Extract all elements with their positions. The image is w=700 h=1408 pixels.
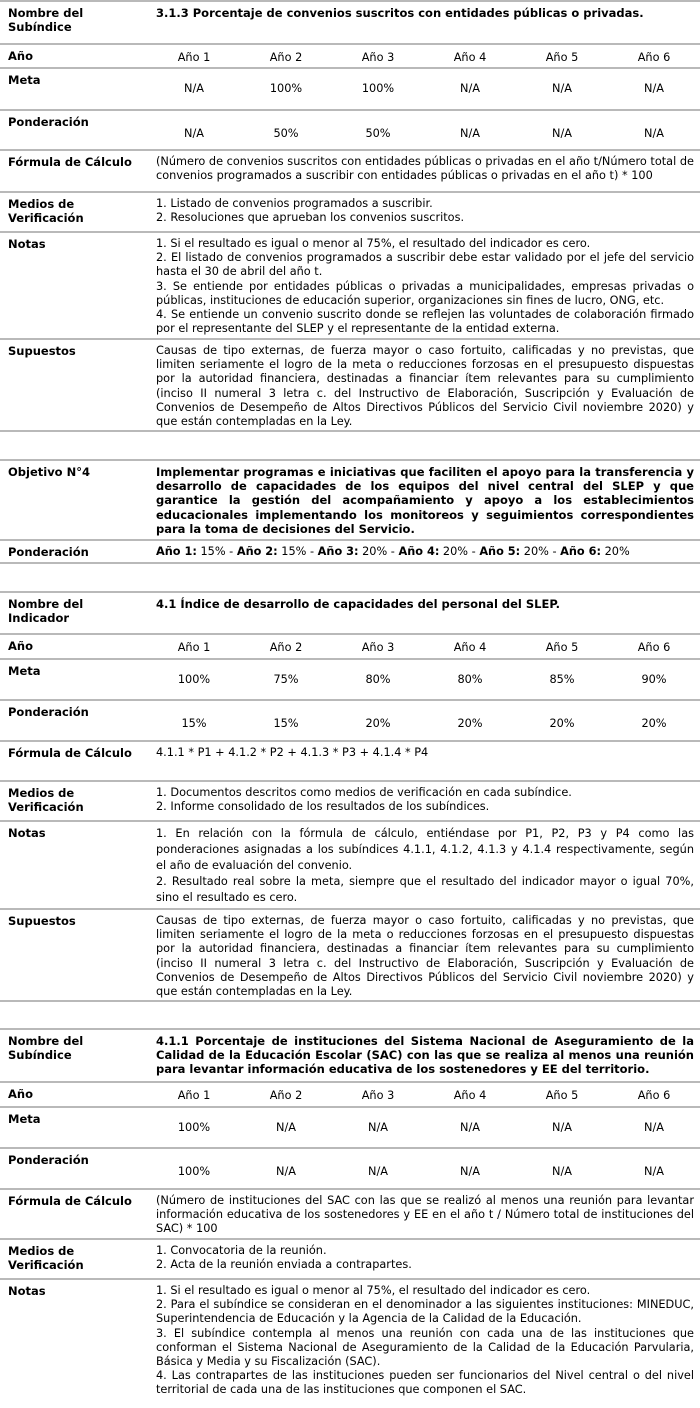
ponderacion-cell: 50%	[365, 127, 391, 140]
meta-cell: N/A	[460, 1121, 480, 1134]
medios-row	[0, 780, 700, 820]
year-cell: Año 6	[637, 1089, 671, 1102]
indicator-4-1-table	[0, 591, 700, 781]
meta-cell: 100%	[177, 673, 211, 686]
ponderacion-cell: 20%	[641, 717, 667, 730]
ponderacion-cell: 50%	[273, 127, 299, 140]
meta-cell: 100%	[361, 82, 395, 95]
separator: -	[387, 545, 399, 558]
nota-item: 1. Si el resultado es igual o menor al 75%, el resultado del indicador es cero.	[156, 237, 591, 250]
subindex-3-1-3-table	[0, 0, 700, 432]
formula-row	[0, 1188, 700, 1238]
medios-item: 2. Acta de la reunión enviada a contrapartes.	[156, 1258, 412, 1272]
supuestos-label: Supuestos	[8, 914, 76, 928]
meta-row	[0, 67, 700, 109]
ponderacion-cell: 15%	[181, 717, 207, 730]
objective-ponderacion-values	[148, 541, 700, 562]
formula-label: Fórmula de Cálculo	[8, 155, 132, 169]
meta-cell: 100%	[269, 82, 303, 95]
meta-cell: N/A	[460, 82, 480, 95]
ponderacion-cell: 20%	[365, 717, 391, 730]
meta-cell: N/A	[552, 82, 572, 95]
ponderacion-cell: N/A	[644, 127, 664, 140]
ponderacion-cell: N/A	[368, 1165, 388, 1178]
year-cell: Año 3	[361, 641, 395, 654]
ponderacion-label: Ponderación	[8, 1153, 89, 1167]
year-cell: Año 3	[361, 51, 395, 64]
year-cell: Año 4	[453, 51, 487, 64]
year-3-value: 20%	[358, 545, 388, 558]
formula-label: Fórmula de Cálculo	[8, 1194, 132, 1208]
ponderacion-cell: N/A	[552, 1165, 572, 1178]
ponderacion-cell: N/A	[552, 127, 572, 140]
notas-row	[0, 231, 700, 338]
formula-text: (Número de convenios suscritos con entidades públicas o privadas en el año t/Número total de convenios programados a suscribir con entidades públicas o privadas en el año t) * 100	[156, 155, 694, 183]
year-1-value: 15%	[196, 545, 226, 558]
name-row	[0, 591, 700, 633]
medios-label: Medios de Verificación	[8, 1244, 84, 1272]
year-cell: Año 2	[269, 1089, 303, 1102]
year-cell: Año 2	[269, 51, 303, 64]
ponderacion-cell: N/A	[184, 127, 204, 140]
medios-row	[0, 1238, 700, 1278]
objective-4-table	[0, 459, 700, 564]
year-cell: Año 4	[453, 641, 487, 654]
name-label: Nombre del Subíndice	[8, 6, 84, 34]
meta-cell: 100%	[177, 1121, 211, 1134]
notas-row	[0, 820, 700, 908]
year-1-label: Año 1:	[156, 545, 197, 558]
meta-cell: N/A	[552, 1121, 572, 1134]
subindex-title: 3.1.3 Porcentaje de convenios suscritos con entidades públicas o privadas.	[156, 6, 644, 20]
meta-label: Meta	[8, 1112, 41, 1126]
name-label: Nombre del Subíndice	[8, 1034, 84, 1062]
formula-row	[0, 740, 700, 781]
meta-cell: N/A	[184, 82, 204, 95]
formula-text: 4.1.1 * P1 + 4.1.2 * P2 + 4.1.3 * P3 + 4.1.4 * P4	[156, 746, 429, 759]
meta-cell: 75%	[273, 673, 299, 686]
meta-cell: N/A	[368, 1121, 388, 1134]
year-5-label: Año 5:	[479, 545, 521, 558]
nota-item: 4. Las contrapartes de las instituciones pueden ser funcionarios del Nivel central o del nivel territorial de cada una de las instituciones que componen el SAC.	[156, 1369, 694, 1397]
supuestos-text: Causas de tipo externas, de fuerza mayor o caso fortuito, calificadas y no previstas, que limiten seriamente el logro de la meta o reducciones forzosas en el presupuesto dispuestas por la autoridad financiera, destinadas a financiar ítem relevantes para su cumplimiento (inciso II numeral 3 letra c. del Instructivo de Elaboración, Suscripción y Evaluación de Convenios de Desempeño de Altos Directivos Públicos del Servicio Civil noviembre 2020) y que están contempladas en la Ley.	[156, 914, 694, 999]
year-4-label: Año 4:	[398, 545, 440, 558]
ponderacion-cell: N/A	[276, 1165, 296, 1178]
year-row	[0, 633, 700, 658]
nota-item: 2. Para el subíndice se consideran en el denominador a las siguientes instituciones: MINEDUC, Superintendencia de Educación y la Agencia de la Calidad de la Educación.	[156, 1298, 694, 1326]
meta-cell: 90%	[641, 673, 667, 686]
year-5-value: 20%	[520, 545, 549, 558]
name-label: Nombre del Indicador	[8, 597, 84, 625]
nota-item: 2. El listado de convenios programados a suscribir debe estar validado por el jefe del servicio hasta el 30 de abril del año t.	[156, 251, 694, 279]
meta-label: Meta	[8, 664, 41, 678]
notas-label: Notas	[8, 1284, 46, 1298]
year-cell: Año 4	[453, 1089, 487, 1102]
year-cell: Año 6	[637, 641, 671, 654]
year-2-label: Año 2:	[236, 545, 278, 558]
year-4-value: 20%	[439, 545, 469, 558]
nota-item: 4. Se entiende un convenio suscrito donde se reflejen las voluntades de colaboración firmado por el representante del SLEP y el representante de la entidad externa.	[156, 308, 694, 336]
meta-cell: 80%	[365, 673, 391, 686]
year-2-value: 15%	[277, 545, 307, 558]
medios-item: 2. Resoluciones que aprueban los convenios suscritos.	[156, 211, 465, 225]
year-row	[0, 1081, 700, 1106]
supuestos-row	[0, 908, 700, 1002]
supuestos-label: Supuestos	[8, 344, 76, 358]
medios-item: 2. Informe consolidado de los resultados de los subíndices.	[156, 800, 490, 814]
year-cell: Año 5	[545, 51, 579, 64]
year-6-value: 20%	[601, 545, 630, 558]
meta-row	[0, 1106, 700, 1147]
year-cell: Año 5	[545, 1089, 579, 1102]
ponderacion-cell: N/A	[644, 1165, 664, 1178]
year-3-label: Año 3:	[317, 545, 359, 558]
objective-ponderacion-row	[0, 539, 700, 564]
year-cell: Año 6	[637, 51, 671, 64]
nota-item: 3. Se entiende por entidades públicas o privadas a municipalidades, empresas privadas o públicas, instituciones de educación superior, organizaciones sin fines de lucro, ONG, etc.	[156, 279, 694, 307]
nota-item: 1. En relación con la fórmula de cálculo, entiéndase por P1, P2, P3 y P4 como las ponderaciones asignadas a los subíndices 4.1.1, 4.1.2, 4.1.3 y 4.1.4 respectivamente, según el año de evaluación del convenio.	[156, 827, 694, 872]
notas-label: Notas	[8, 826, 46, 840]
notas-row	[0, 1278, 700, 1408]
indicator-4-1-table-cont	[0, 780, 700, 1002]
formula-row	[0, 149, 700, 191]
ponderacion-cell: 20%	[549, 717, 575, 730]
nota-item: 1. Si el resultado es igual o menor al 75%, el resultado del indicador es cero.	[156, 1284, 591, 1297]
ponderacion-cell: 20%	[457, 717, 483, 730]
separator: -	[548, 545, 561, 558]
ponderacion-cell: N/A	[460, 1165, 480, 1178]
ponderacion-cell: 15%	[273, 717, 299, 730]
ponderacion-row	[0, 1147, 700, 1188]
ponderacion-cell: 100%	[177, 1165, 211, 1178]
meta-cell: N/A	[644, 82, 664, 95]
supuestos-text: Causas de tipo externas, de fuerza mayor o caso fortuito, calificadas y no previstas, que limiten seriamente el logro de la meta o reducciones forzosas en el presupuesto dispuestas por la autoridad financiera, destinadas a financiar ítem relevantes para su cumplimiento (inciso II numeral 3 letra c. del Instructivo de Elaboración, Suscripción y Evaluación de Convenios de Desempeño de Altos Directivos Públicos del Servicio Civil noviembre 2020) y que están contempladas en la Ley.	[156, 344, 694, 429]
medios-label: Medios de Verificación	[8, 786, 84, 814]
year-cell: Año 1	[177, 1089, 211, 1102]
formula-label: Fórmula de Cálculo	[8, 746, 132, 760]
ponderacion-row	[0, 109, 700, 149]
nota-item: 2. Resultado real sobre la meta, siempre que el resultado del indicador mayor o igual 70%, sino el resultado es cero.	[156, 875, 694, 904]
meta-cell: N/A	[644, 1121, 664, 1134]
year-cell: Año 3	[361, 1089, 395, 1102]
meta-cell: 80%	[457, 673, 483, 686]
supuestos-row	[0, 338, 700, 432]
year-cell: Año 2	[269, 641, 303, 654]
year-cell: Año 1	[177, 51, 211, 64]
ponderacion-row	[0, 699, 700, 740]
meta-cell: N/A	[276, 1121, 296, 1134]
nota-item: 3. El subíndice contempla al menos una reunión con cada una de las instituciones que conforman el Sistema Nacional de Aseguramiento de la Calidad de la Educación Parvularia, Básica y Media y su Fiscalización (SAC).	[156, 1326, 694, 1369]
subindex-4-1-1-table	[0, 1028, 700, 1408]
indicator-title: 4.1 Índice de desarrollo de capacidades del personal del SLEP.	[156, 597, 561, 611]
name-row	[0, 0, 700, 43]
medios-label: Medios de Verificación	[8, 197, 84, 225]
medios-item: 1. Documentos descritos como medios de verificación en cada subíndice.	[156, 786, 572, 799]
separator: -	[306, 545, 318, 558]
year-6-label: Año 6:	[560, 545, 601, 558]
meta-label: Meta	[8, 73, 41, 87]
year-label: Año	[8, 49, 33, 63]
meta-cell: 85%	[549, 673, 575, 686]
name-row	[0, 1028, 700, 1081]
ponderacion-label: Ponderación	[8, 705, 89, 719]
objective-text: Implementar programas e iniciativas que faciliten el apoyo para la transferencia y desarrollo de capacidades de los equipos del nivel central del SLEP y que garantice la gestión del acompañamiento y apoyo a los establecimientos educacionales implementando los monitoreos y seguimientos correspondientes para la toma de decisiones del Servicio.	[156, 465, 694, 536]
objective-ponderacion-label: Ponderación	[8, 545, 89, 559]
objective-label: Objetivo N°4	[8, 465, 90, 479]
medios-item: 1. Convocatoria de la reunión.	[156, 1244, 327, 1257]
separator: -	[225, 545, 237, 558]
medios-item: 1. Listado de convenios programados a suscribir.	[156, 197, 433, 210]
ponderacion-cell: N/A	[460, 127, 480, 140]
year-cell: Año 1	[177, 641, 211, 654]
objective-row	[0, 459, 700, 539]
ponderacion-label: Ponderación	[8, 115, 89, 129]
year-cell: Año 5	[545, 641, 579, 654]
separator: -	[468, 545, 480, 558]
formula-text: (Número de instituciones del SAC con las que se realizó al menos una reunión para levantar información educativa de los sostenedores y EE en el año t / Número total de instituciones del SAC) * 100	[156, 1194, 694, 1236]
medios-row	[0, 191, 700, 231]
year-label: Año	[8, 639, 33, 653]
year-label: Año	[8, 1087, 33, 1101]
notas-label: Notas	[8, 237, 46, 251]
year-row	[0, 43, 700, 67]
meta-row	[0, 658, 700, 699]
subindex-title: 4.1.1 Porcentaje de instituciones del Sistema Nacional de Aseguramiento de la Calidad de la Educación Escolar (SAC) con las que se realiza al menos una reunión para levantar información educativa de los sostenedores y EE del territorio.	[156, 1034, 694, 1077]
